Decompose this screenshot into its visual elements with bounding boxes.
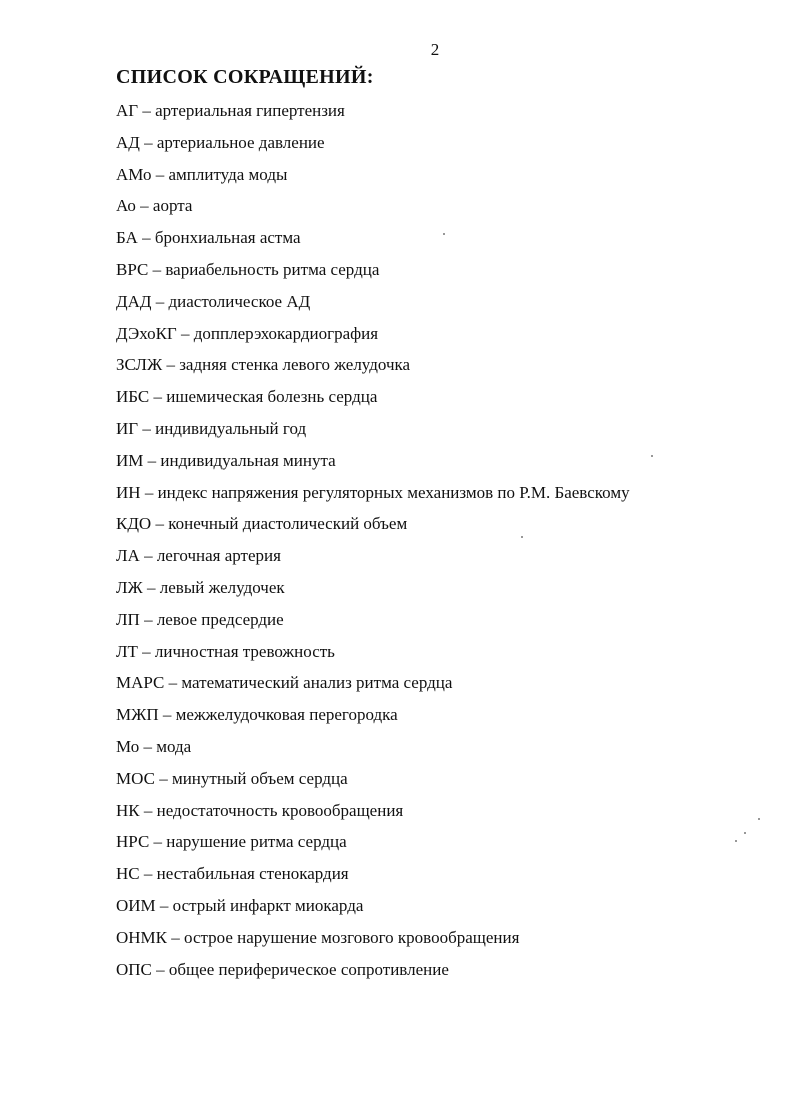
abbreviation-definition: задняя стенка левого желудочка (179, 355, 411, 375)
abbreviation-term: ИН (116, 482, 141, 502)
abbreviation-item (116, 162, 756, 194)
abbreviation-separator: – (139, 800, 157, 820)
abbreviation-term: ОИМ (116, 895, 156, 915)
abbreviation-term: Мо (116, 736, 140, 756)
abbreviation-definition: недостаточность кровообращения (156, 800, 404, 820)
abbreviation-definition: левое предсердие (156, 609, 284, 629)
scan-speck (443, 233, 445, 235)
abbreviation-item (116, 798, 756, 830)
abbreviation-definition: допплерэхокардиография (193, 323, 379, 343)
abbreviation-separator: – (155, 514, 169, 534)
abbreviation-term: ЛЖ (116, 577, 143, 597)
abbreviation-item (116, 893, 756, 925)
abbreviation-item (116, 607, 756, 639)
abbreviation-separator: – (137, 228, 155, 248)
abbreviation-separator: – (140, 482, 158, 502)
abbreviation-separator: – (139, 609, 157, 629)
abbreviation-term: КДО (116, 514, 156, 534)
abbreviation-item (116, 257, 756, 289)
abbreviation-item (116, 352, 756, 384)
abbreviation-definition: бронхиальная астма (154, 228, 301, 248)
abbreviation-term: АД (116, 132, 140, 152)
page-title: СПИСОК СОКРАЩЕНИЙ: (116, 66, 374, 88)
abbreviation-term: НРС (116, 832, 150, 852)
abbreviation-item (116, 670, 756, 702)
abbreviation-definition: индивидуальная минута (160, 450, 336, 470)
abbreviation-definition: нарушение ритма сердца (166, 832, 347, 852)
abbreviation-item (116, 829, 756, 861)
abbreviation-separator: – (139, 736, 157, 756)
abbreviation-definition: острое нарушение мозгового кровообращения (184, 927, 520, 947)
abbreviation-item (116, 480, 756, 512)
scan-speck (651, 455, 653, 457)
abbreviation-separator: – (137, 641, 155, 661)
abbreviation-item (116, 321, 756, 353)
scan-speck (735, 840, 737, 842)
abbreviation-separator: – (138, 101, 156, 120)
abbreviation-list (116, 98, 756, 988)
scan-speck (758, 818, 760, 820)
abbreviation-definition: личностная тревожность (154, 641, 335, 661)
abbreviation-item (116, 98, 756, 130)
abbreviation-separator: – (143, 450, 161, 470)
abbreviation-item (116, 861, 756, 893)
abbreviation-item (116, 957, 756, 989)
abbreviation-separator: – (158, 705, 176, 725)
abbreviation-definition: межжелудочковая перегородка (175, 705, 398, 725)
abbreviation-separator: – (138, 418, 156, 438)
abbreviation-item (116, 416, 756, 448)
abbreviation-term: АГ (116, 101, 139, 120)
abbreviation-definition: диастолическое АД (168, 291, 311, 311)
abbreviation-separator: – (148, 259, 166, 279)
abbreviation-term: БА (116, 228, 138, 248)
abbreviation-separator: – (151, 164, 169, 184)
abbreviation-term: ЗСЛЖ (116, 355, 163, 375)
abbreviation-item (116, 639, 756, 671)
abbreviation-separator: – (164, 673, 182, 693)
abbreviation-term: Ао (116, 196, 136, 216)
abbreviation-separator: – (154, 768, 172, 788)
abbreviation-separator: – (151, 291, 169, 311)
abbreviation-term: ОНМК (116, 927, 168, 947)
abbreviation-separator: – (167, 927, 185, 947)
abbreviation-term: ЛТ (116, 641, 138, 661)
abbreviation-definition: конечный диастолический объем (168, 514, 408, 534)
abbreviation-definition: ишемическая болезнь сердца (166, 387, 378, 407)
abbreviation-separator: – (151, 959, 169, 979)
abbreviation-item (116, 193, 756, 225)
abbreviation-definition: нестабильная стенокардия (156, 864, 349, 884)
abbreviation-term: ИБС (116, 387, 150, 407)
abbreviation-item (116, 734, 756, 766)
abbreviation-item (116, 511, 756, 543)
abbreviation-definition: общее периферическое сопротивление (168, 959, 449, 979)
abbreviation-item (116, 925, 756, 957)
abbreviation-separator: – (149, 387, 167, 407)
abbreviation-definition: математический анализ ритма сердца (181, 673, 453, 693)
abbreviation-term: АМо (116, 164, 152, 184)
abbreviation-definition: артериальное давление (156, 132, 325, 152)
abbreviation-item (116, 448, 756, 480)
abbreviation-definition: артериальная гипертензия (155, 101, 345, 120)
abbreviation-separator: – (142, 577, 160, 597)
abbreviation-term: НС (116, 864, 140, 884)
abbreviation-term: ДАД (116, 291, 152, 311)
abbreviation-term: ЛА (116, 546, 140, 566)
abbreviation-definition: вариабельность ритма сердца (165, 259, 380, 279)
abbreviation-item (116, 289, 756, 321)
scan-speck (521, 536, 523, 538)
abbreviation-separator: – (162, 355, 180, 375)
abbreviation-separator: – (149, 832, 167, 852)
abbreviation-term: ДЭхоКГ (116, 323, 177, 343)
abbreviation-term: ЛП (116, 609, 140, 629)
scan-speck (744, 832, 746, 834)
abbreviation-item (116, 702, 756, 734)
abbreviation-term: МОС (116, 768, 155, 788)
abbreviation-definition: левый желудочек (159, 577, 285, 597)
abbreviation-item (116, 543, 756, 575)
page-number: 2 (430, 40, 440, 59)
abbreviation-term: ИГ (116, 418, 139, 438)
abbreviation-item (116, 575, 756, 607)
abbreviation-term: ИМ (116, 450, 144, 470)
abbreviation-item (116, 766, 756, 798)
abbreviation-definition: минутный объем сердца (171, 768, 348, 788)
abbreviation-separator: – (139, 132, 157, 152)
abbreviation-item (116, 384, 756, 416)
abbreviation-term: МЖП (116, 705, 159, 725)
abbreviation-separator: – (176, 323, 194, 343)
abbreviation-item (116, 130, 756, 162)
abbreviation-definition: легочная артерия (156, 546, 281, 566)
abbreviation-separator: – (139, 864, 157, 884)
abbreviation-item (116, 225, 756, 257)
abbreviation-term: НК (116, 800, 140, 820)
abbreviation-definition: острый инфаркт миокарда (172, 895, 364, 915)
abbreviation-term: ОПС (116, 959, 152, 979)
abbreviation-separator: – (135, 196, 153, 216)
abbreviation-definition: аорта (152, 196, 193, 216)
abbreviation-separator: – (139, 546, 157, 566)
abbreviation-definition: индекс напряжения регуляторных механизмов по Р.М. Баевскому (157, 482, 630, 502)
abbreviation-definition: индивидуальный год (155, 418, 307, 438)
abbreviation-definition: мода (156, 736, 192, 756)
abbreviation-definition: амплитуда моды (168, 164, 288, 184)
abbreviation-separator: – (155, 895, 173, 915)
abbreviation-term: МАРС (116, 673, 165, 693)
abbreviation-term: ВРС (116, 259, 149, 279)
